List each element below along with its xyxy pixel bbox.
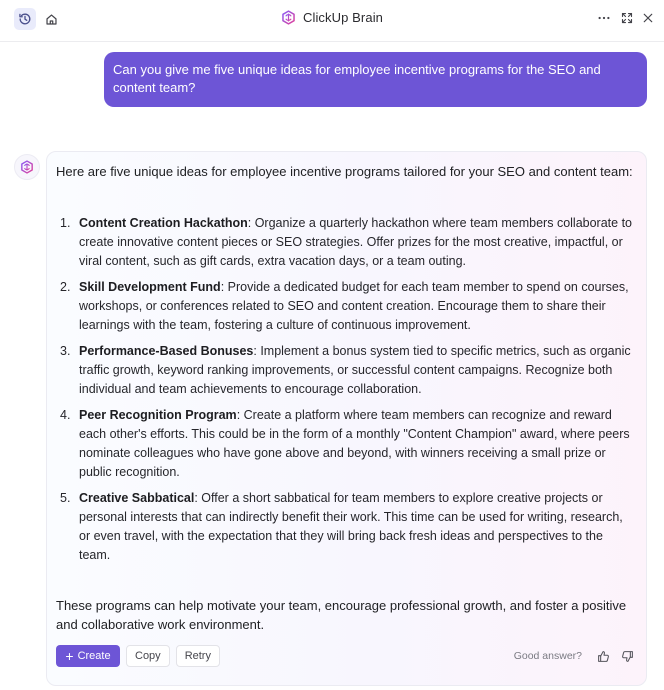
assistant-message <box>46 151 647 686</box>
more-options-button[interactable] <box>595 9 613 27</box>
thumbs-down-button[interactable] <box>620 649 634 663</box>
user-message: Can you give me five unique ideas for employee incentive programs for the SEO and content team? <box>104 52 647 107</box>
page-title: ClickUp Brain <box>302 10 384 25</box>
idea-text: : Implement a bonus system tied to specific metrics, such as organic traffic growth, keyword ranking improvements, or successful content campaigns. Recognize both individual and team achievements to encourage collaboration. <box>79 344 631 396</box>
more-icon <box>597 11 611 25</box>
list-number: 1. <box>60 216 71 230</box>
close-icon <box>642 12 654 24</box>
list-number: 5. <box>60 491 71 505</box>
brain-logo-icon <box>20 160 34 174</box>
expand-button[interactable] <box>618 9 636 27</box>
list-item <box>56 342 636 399</box>
thumbs-down-icon <box>621 650 634 663</box>
idea-title: Skill Development Fund <box>79 280 221 294</box>
idea-text: : Provide a dedicated budget for each team member to spend on courses, workshops, or conferences related to SEO and content creation. Encourage them to share their learnings with the team, fostering a culture of continuous improvement. <box>79 280 629 332</box>
copy-button[interactable]: Copy <box>126 645 170 667</box>
assistant-avatar <box>14 154 40 180</box>
list-number: 4. <box>60 408 71 422</box>
response-actions <box>56 645 220 667</box>
feedback-bar <box>514 649 634 663</box>
title-group <box>0 10 664 25</box>
list-item <box>56 214 636 271</box>
create-button-label: Create <box>77 650 111 662</box>
assistant-intro: Here are five unique ideas for employee incentive programs tailored for your SEO and content team: <box>56 164 633 179</box>
plus-icon: + <box>65 647 74 664</box>
idea-text: : Organize a quarterly hackathon where team members collaborate to create innovative content pieces or SEO strategies. Offer prizes for the most creative, impactful, or viral content, such as gift cards, extra vacation days, or a team outing. <box>79 216 632 268</box>
thumbs-up-button[interactable] <box>596 649 610 663</box>
ideas-list <box>56 214 636 572</box>
idea-title: Content Creation Hackathon <box>79 216 248 230</box>
idea-text: : Offer a short sabbatical for team members to explore creative projects or personal interests that can indirectly benefit their work. This time can be used for writing, research, or even travel, with the expectation that they will bring back fresh ideas and perspectives to the team. <box>79 491 623 562</box>
list-number: 3. <box>60 344 71 358</box>
idea-title: Creative Sabbatical <box>79 491 195 505</box>
close-button[interactable] <box>639 9 657 27</box>
idea-title: Peer Recognition Program <box>79 408 237 422</box>
idea-title: Performance-Based Bonuses <box>79 344 254 358</box>
retry-button[interactable]: Retry <box>176 645 220 667</box>
list-item <box>56 489 636 565</box>
feedback-label: Good answer? <box>513 650 582 662</box>
list-item <box>56 406 636 482</box>
list-number: 2. <box>60 280 71 294</box>
create-button[interactable] <box>56 645 120 667</box>
expand-icon <box>621 12 633 24</box>
brain-logo-icon <box>281 10 296 25</box>
list-item <box>56 278 636 335</box>
assistant-outro: These programs can help motivate your team, encourage professional growth, and foster a positive and collaborative work environment. <box>56 598 627 632</box>
thumbs-up-icon <box>597 650 610 663</box>
top-bar <box>0 0 664 42</box>
idea-text: : Create a platform where team members can recognize and reward each other's efforts. This could be in the form of a monthly "Content Champion" award, where peers nominate colleagues who have gone above and beyond, with winners receiving a small prize or public recognition. <box>79 408 630 479</box>
